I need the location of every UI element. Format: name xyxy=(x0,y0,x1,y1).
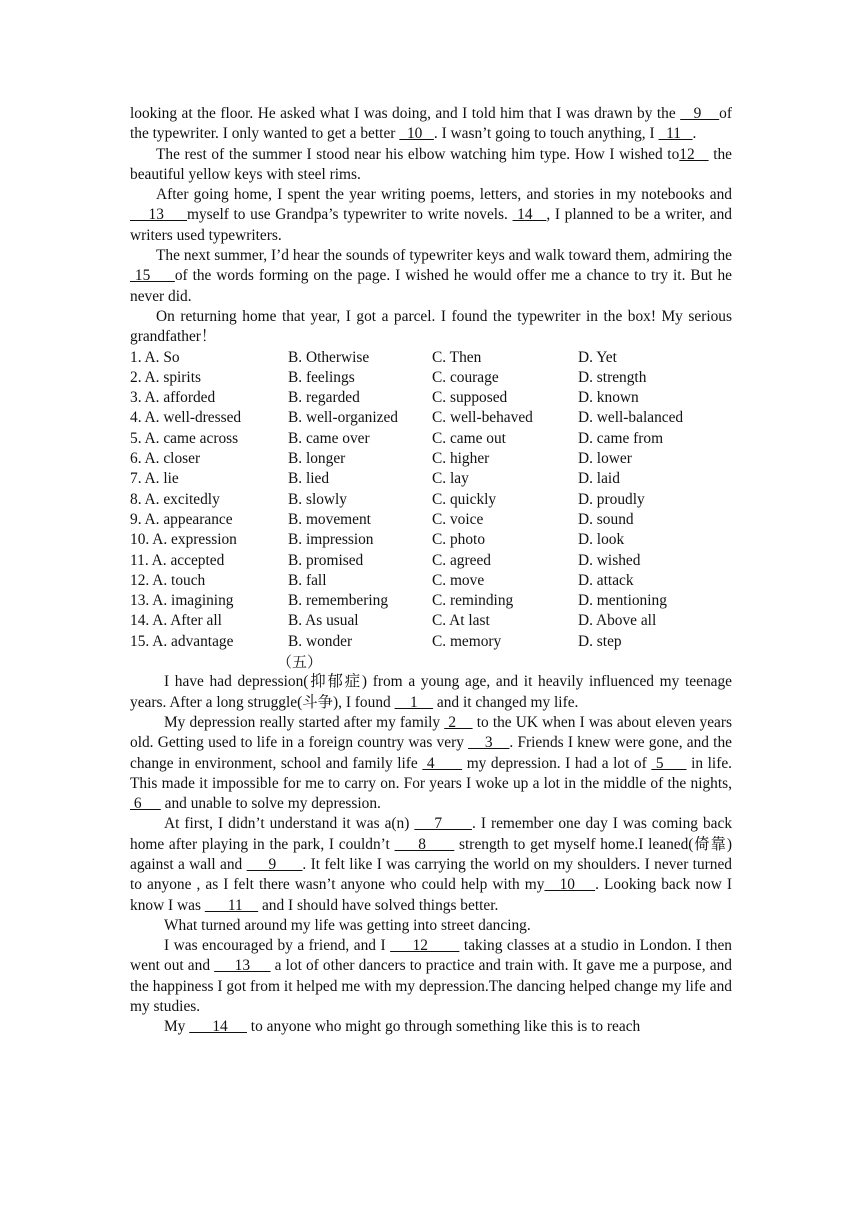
option-cell: C. higher xyxy=(432,450,490,468)
option-cell: C. move xyxy=(432,571,485,589)
paragraph xyxy=(130,814,732,915)
document-page xyxy=(130,104,732,1038)
option-cell: 12. A. touch xyxy=(130,571,206,589)
blank: 8 xyxy=(394,835,455,853)
text: . xyxy=(692,125,697,143)
blank: 14 xyxy=(512,206,547,224)
option-cell: C. quickly xyxy=(432,490,497,508)
option-cell: D. wished xyxy=(578,551,641,569)
option-cell: C. agreed xyxy=(432,551,491,569)
text: of the words forming on the page. I wished he would offer me a chance to try it. But he never did. xyxy=(130,267,732,305)
option-cell: B. longer xyxy=(288,450,346,468)
option-cell: D. attack xyxy=(578,571,634,589)
option-cell: C. reminding xyxy=(432,592,514,610)
text: My depression really started after my family xyxy=(164,713,445,731)
option-cell: B. regarded xyxy=(288,389,360,407)
option-cell: D. strength xyxy=(578,368,647,386)
options-table xyxy=(130,348,728,652)
option-cell: 1. A. So xyxy=(130,348,180,366)
option-cell: C. memory xyxy=(432,632,502,650)
paragraph xyxy=(130,185,732,246)
text: of the typewriter. I only wanted to get a better xyxy=(130,105,732,143)
option-cell: D. Above all xyxy=(578,612,657,630)
option-cell: B. came over xyxy=(288,429,370,447)
option-cell: C. well-behaved xyxy=(432,409,533,427)
text: myself to use Grandpa’s typewriter to write novels. xyxy=(187,206,513,224)
option-cell: C. Then xyxy=(432,348,482,366)
option-cell: 5. A. came across xyxy=(130,429,239,447)
option-cell: D. well-balanced xyxy=(578,409,684,427)
text: to anyone who might go through something like this is to reach xyxy=(246,1018,641,1036)
blank: 9 xyxy=(246,855,303,873)
blank: 10 xyxy=(544,876,596,894)
blank: 9 xyxy=(680,105,720,122)
text: and I should have solved things better. xyxy=(258,896,499,914)
option-cell: D. proudly xyxy=(578,490,645,508)
option-cell: C. At last xyxy=(432,612,490,630)
option-cell: B. remembering xyxy=(288,592,389,610)
option-row xyxy=(130,591,728,611)
section-heading: （五） xyxy=(277,653,323,672)
text: . I remember one day I was coming back home after playing in the park, I couldn’t xyxy=(130,815,733,853)
text: What turned around my life was getting into street dancing. xyxy=(164,916,531,934)
option-cell: C. came out xyxy=(432,429,506,447)
blank: 5 xyxy=(651,754,687,772)
option-cell: 4. A. well-dressed xyxy=(130,409,242,427)
text: The next summer, I’d hear the sounds of typewriter keys and walk toward them, admiring the xyxy=(156,247,732,265)
option-cell: C. voice xyxy=(432,510,484,528)
option-row xyxy=(130,611,728,631)
text: and it changed my life. xyxy=(433,693,579,711)
blank: 11 xyxy=(658,125,693,143)
option-cell: B. impression xyxy=(288,531,374,549)
option-cell: 11. A. accepted xyxy=(130,551,225,569)
blank: 13 xyxy=(130,206,188,224)
text: . Looking back now I know I was xyxy=(130,876,732,914)
option-cell: B. wonder xyxy=(288,632,353,650)
option-cell: D. sound xyxy=(578,510,634,528)
option-cell: C. supposed xyxy=(432,389,508,407)
option-cell: 13. A. imagining xyxy=(130,592,234,610)
text: . I wasn’t going to touch anything, I xyxy=(433,125,659,143)
option-cell: D. came from xyxy=(578,429,664,447)
text: in life. This made it impossible for me to carry on. For years I woke up a lot in the middle of the nights, xyxy=(130,754,733,792)
option-row xyxy=(130,429,728,449)
option-row xyxy=(130,530,728,550)
blank: 7 xyxy=(414,815,472,833)
option-cell: 3. A. afforded xyxy=(130,389,216,407)
option-row xyxy=(130,632,728,652)
option-cell: 6. A. closer xyxy=(130,450,201,468)
paragraph xyxy=(130,104,732,145)
option-row xyxy=(130,408,728,428)
blank: 13 xyxy=(214,957,271,975)
text: After going home, I spent the year writing poems, letters, and stories in my notebooks and xyxy=(156,186,732,204)
option-row xyxy=(130,348,728,368)
text: I have had depression(抑郁症) from a young age, and it heavily influenced my teenage years. After a long struggle(斗争), I found xyxy=(130,673,732,711)
text: The rest of the summer I stood near his elbow watching him type. How I wished to xyxy=(156,145,680,163)
option-cell: B. lied xyxy=(288,470,330,488)
text: and unable to solve my depression. xyxy=(160,795,381,813)
text: . It felt like I was carrying the world on my shoulders. I never turned to anyone , as I felt there wasn’t anyone who could help with my xyxy=(130,855,733,894)
option-cell: B. promised xyxy=(288,551,364,569)
text: I was encouraged by a friend, and I xyxy=(164,937,391,955)
option-row xyxy=(130,469,728,489)
option-cell: C. courage xyxy=(432,368,499,386)
paragraph xyxy=(130,916,732,936)
option-cell: D. laid xyxy=(578,470,620,488)
paragraph xyxy=(130,307,732,348)
option-cell: D. step xyxy=(578,632,622,650)
blank: 15 xyxy=(130,267,175,285)
blank: 4 xyxy=(422,754,463,772)
option-row xyxy=(130,510,728,530)
text: , I planned to be a writer, and writers used typewriters. xyxy=(130,206,732,244)
option-cell: D. lower xyxy=(578,450,632,468)
text: to the UK when I was about eleven years old. Getting used to life in a foreign country was very xyxy=(130,713,732,752)
option-cell: C. photo xyxy=(432,531,486,549)
option-row xyxy=(130,368,728,388)
text: . Friends I knew were gone, and the change in environment, school and family life xyxy=(130,734,732,772)
blank: 12 xyxy=(390,937,460,955)
text: my depression. I had a lot of xyxy=(462,754,652,772)
option-cell: D. look xyxy=(578,531,625,549)
blank: 10 xyxy=(399,125,434,143)
option-cell: B. slowly xyxy=(288,490,348,508)
option-cell: B. feelings xyxy=(288,368,355,386)
option-cell: 2. A. spirits xyxy=(130,368,201,386)
blank: 2 xyxy=(444,713,473,731)
text: the beautiful yellow keys with steel rims. xyxy=(130,145,732,183)
option-cell: 7. A. lie xyxy=(130,470,179,488)
text: a lot of other dancers to practice and train with. It gave me a purpose, and the happiness I got from it helped me with my depression.The dancing helped change my life and my studies. xyxy=(130,957,732,1016)
text: My xyxy=(164,1018,190,1036)
option-cell: D. known xyxy=(578,389,639,407)
paragraph xyxy=(130,672,732,713)
blank: 3 xyxy=(468,734,510,752)
option-cell: B. As usual xyxy=(288,612,359,630)
option-cell: D. mentioning xyxy=(578,592,667,610)
blank: 11 xyxy=(204,896,259,914)
option-row xyxy=(130,571,728,591)
option-row xyxy=(130,449,728,469)
option-cell: 15. A. advantage xyxy=(130,632,234,650)
blank: 14 xyxy=(189,1018,247,1036)
text: looking at the floor. He asked what I was doing, and I told him that I was drawn by the xyxy=(130,105,681,122)
text: At first, I didn’t understand it was a(n) xyxy=(164,815,415,833)
option-cell: 8. A. excitedly xyxy=(130,490,220,508)
option-row xyxy=(130,388,728,408)
option-cell: B. well-organized xyxy=(288,409,398,427)
option-cell: B. Otherwise xyxy=(288,348,370,366)
option-row xyxy=(130,551,728,571)
option-cell: 9. A. appearance xyxy=(130,510,233,528)
blank: 12 xyxy=(679,145,709,163)
option-cell: D. Yet xyxy=(578,348,617,366)
text: taking classes at a studio in London. I then went out and xyxy=(130,937,732,975)
paragraph xyxy=(130,145,732,186)
option-cell: 14. A. After all xyxy=(130,612,222,630)
paragraph xyxy=(130,246,732,307)
paragraph xyxy=(130,936,732,1017)
blank: 6 xyxy=(130,795,161,813)
option-cell: B. movement xyxy=(288,510,371,528)
paragraph xyxy=(130,713,732,814)
option-cell: B. fall xyxy=(288,571,327,589)
paragraph xyxy=(130,1017,732,1037)
text: On returning home that year, I got a parcel. I found the typewriter in the box! My serious grandfather！ xyxy=(130,307,732,346)
option-cell: C. lay xyxy=(432,470,469,488)
option-cell: 10. A. expression xyxy=(130,531,237,549)
option-row xyxy=(130,490,728,510)
blank: 1 xyxy=(394,693,434,711)
text: strength to get myself home.I leaned(倚靠) against a wall and xyxy=(130,835,732,873)
